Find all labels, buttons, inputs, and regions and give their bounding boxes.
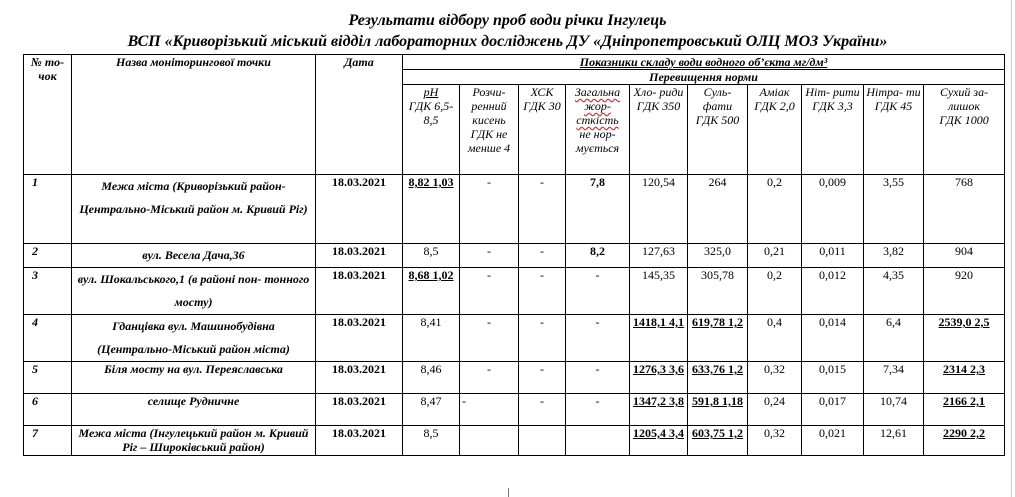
table-row: 2 вул. Весела Дача,36 18.03.2021 8,5 - - 8,2 127,63 325,0 0,21 0,011 3,82 904	[24, 244, 1005, 268]
page-edge	[1011, 0, 1012, 497]
table-row: 6 селище Рудничне 18.03.2021 8,47 - - - 1347,2 3,8 591,8 1,18 0,24 0,017 10,74 2166 2,1	[24, 394, 1005, 426]
col-xsk: ХСК ГДК 30	[519, 85, 566, 175]
header-indicators: Показники складу води водного об’єкта мг/дм³	[403, 55, 1005, 70]
header-exceed: Перевищення норми	[403, 70, 1005, 85]
page-mark	[508, 488, 509, 497]
table-row: 1 Межа міста (Криворізький район- Центрально-Міський район м. Кривий Ріг) 18.03.2021 8,82 1,03 - - 7,8 120,54 264 0,2 0,009 3,55 768	[24, 175, 1005, 244]
col-nitrites: Ніт- рити ГДК 3,3	[802, 85, 864, 175]
header-point-name: Назва моніторингової точки	[72, 55, 316, 175]
page-subtitle: ВСП «Криворізький міський відділ лабораторних досліджень ДУ «Дніпропетровський ОЛЦ МОЗ України»	[127, 33, 888, 50]
col-hardness: Загальна жор- сткість не нор- мується	[566, 85, 630, 175]
col-oxygen: Розчи- ренний кисень ГДК не менше 4	[460, 85, 519, 175]
table-row: 5 Біля мосту на вул. Переяславська 18.03.2021 8,46 - - - 1276,3 3,6 633,76 1,2 0,32 0,015 7,34 2314 2,3	[24, 362, 1005, 394]
table-row: 3 вул. Шокальського,1 (в районі пон- тонного мосту) 18.03.2021 8,68 1,02 - - - 145,35 305,78 0,2 0,012 4,35 920	[24, 268, 1005, 315]
col-nitrates: Нітра- ти ГДК 45	[864, 85, 924, 175]
page-title: Результати відбору проб води річки Інгулець	[348, 12, 667, 29]
header-num: № то- чок	[24, 55, 72, 175]
col-ph: рН ГДК 6,5-8,5	[403, 85, 460, 175]
col-sulfates: Суль- фати ГДК 500	[688, 85, 748, 175]
header-date: Дата	[316, 55, 403, 175]
results-table	[23, 54, 1005, 456]
col-ammonia: Аміак ГДК 2,0	[748, 85, 802, 175]
table-row: 4 Гданцівка вул. Машинобудівна (Центрально-Міський район міста) 18.03.2021 8,41 - - - 1418,1 4,1 619,78 1,2 0,4 0,014 6,4 2539,0 2,5	[24, 315, 1005, 362]
col-dry-residue: Сухий за- лишок ГДК 1000	[924, 85, 1005, 175]
table-row: 7 Межа міста (Інгулецький район м. Кривий Ріг – Широківський район) 18.03.2021 8,5 1205,4 3,4 603,75 1,2 0,32 0,021 12,61 2290 2,2	[24, 426, 1005, 456]
col-chlorides: Хло- риди ГДК 350	[630, 85, 688, 175]
